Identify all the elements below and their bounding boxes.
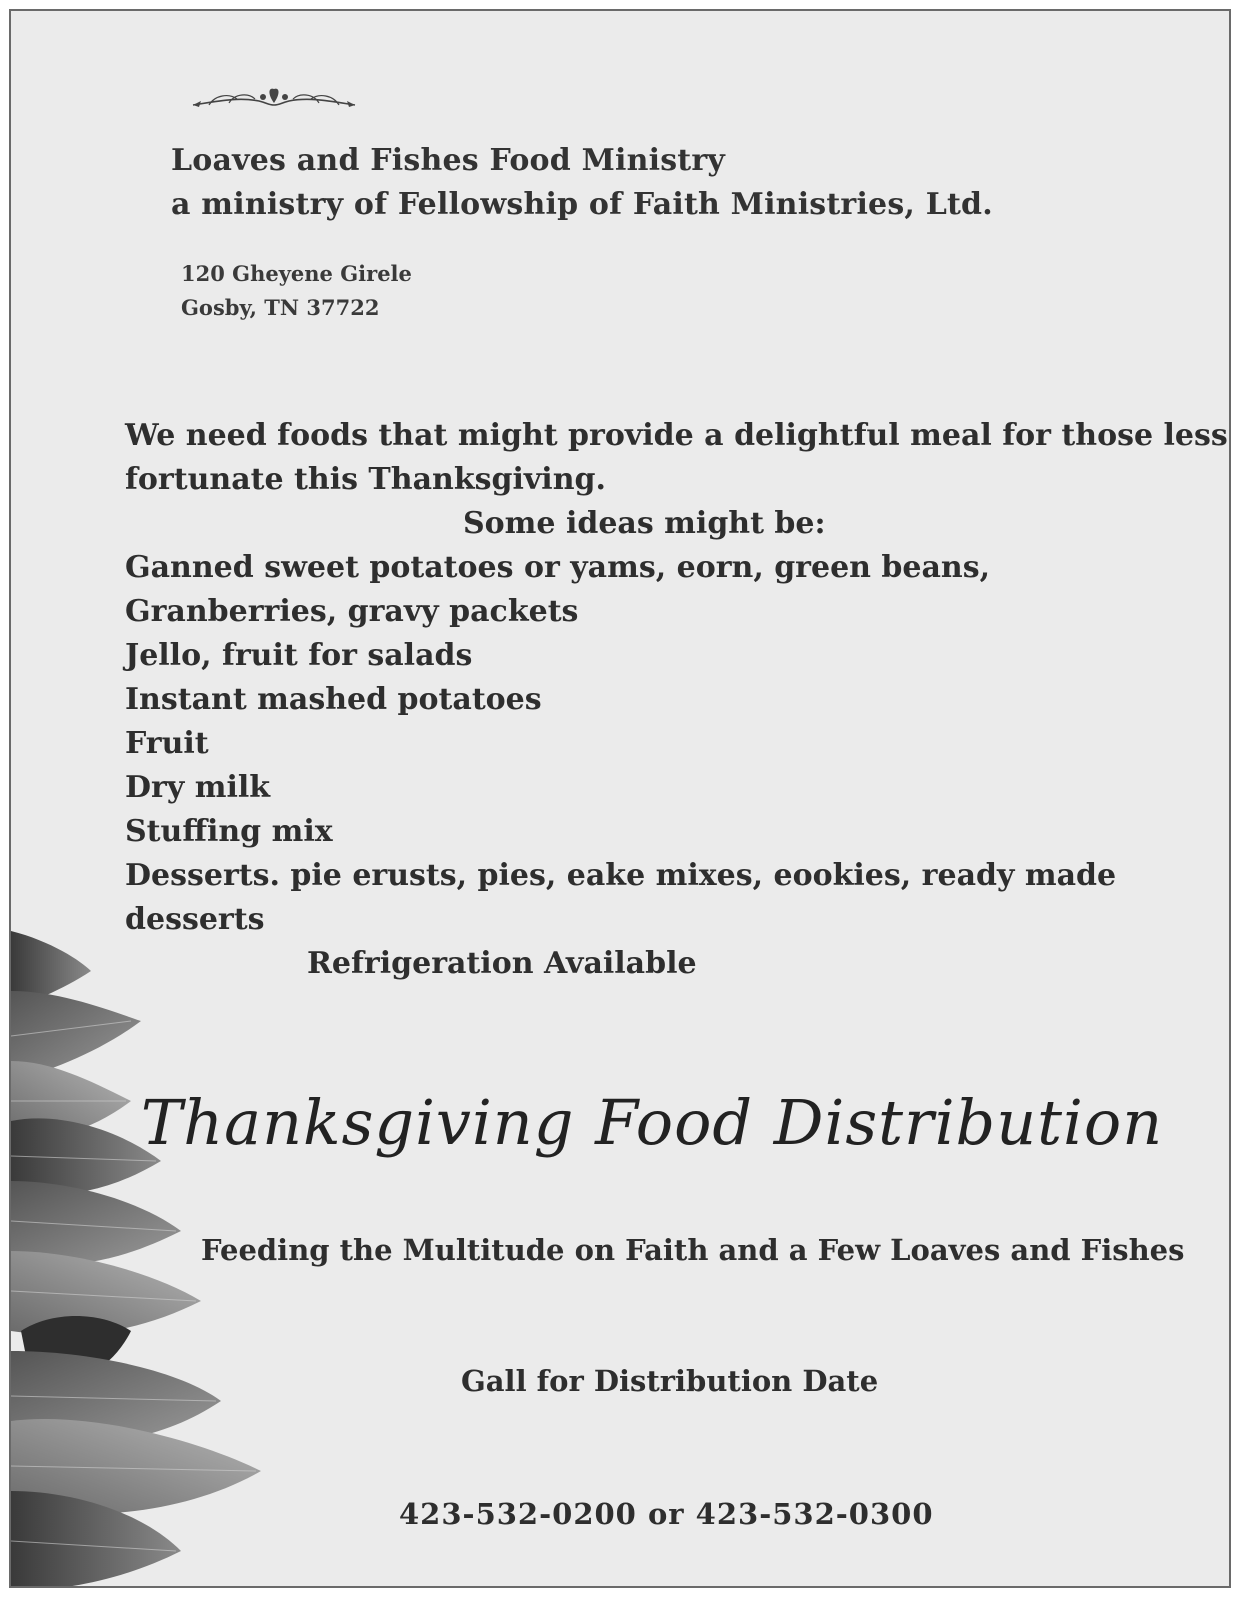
ideas-heading: Some ideas might be: <box>463 506 826 541</box>
address-line1: 120 Gheyene Girele <box>181 261 412 286</box>
food-item: Ganned sweet potatoes or yams, eorn, green beans, <box>125 550 991 585</box>
tagline: Feeding the Multitude on Faith and a Few Loaves and Fishes <box>201 1233 1185 1267</box>
phone-numbers: 423-532-0200 or 423-532-0300 <box>399 1497 934 1531</box>
food-item: Stuffing mix <box>125 814 333 849</box>
food-item: desserts <box>125 902 265 937</box>
food-item: Jello, fruit for salads <box>125 638 473 673</box>
address-block <box>181 257 412 325</box>
call-for-date: Gall for Distribution Date <box>461 1364 879 1398</box>
event-title: Thanksgiving Food Distribution <box>140 1086 1164 1159</box>
food-item: Fruit <box>125 726 209 761</box>
intro-line1: We need foods that might provide a delightful meal for those less <box>125 418 1228 453</box>
food-item: Instant mashed potatoes <box>125 682 542 717</box>
address-line2: Gosby, TN 37722 <box>181 295 380 320</box>
intro-line2: fortunate this Thanksgiving. <box>125 462 606 497</box>
refrigeration-note: Refrigeration Available <box>307 946 697 981</box>
flourish-ornament-icon <box>189 83 359 115</box>
food-item: Desserts. pie erusts, pies, eake mixes, eookies, ready made <box>125 858 1117 893</box>
flyer-page <box>9 9 1231 1588</box>
food-item: Dry milk <box>125 770 271 805</box>
organization-name <box>171 139 993 227</box>
org-name-line2: a ministry of Fellowship of Faith Ministries, Ltd. <box>171 187 993 222</box>
org-name-line1: Loaves and Fishes Food Ministry <box>171 143 725 178</box>
food-request-body <box>125 414 1228 986</box>
food-item: Granberries, gravy packets <box>125 594 579 629</box>
